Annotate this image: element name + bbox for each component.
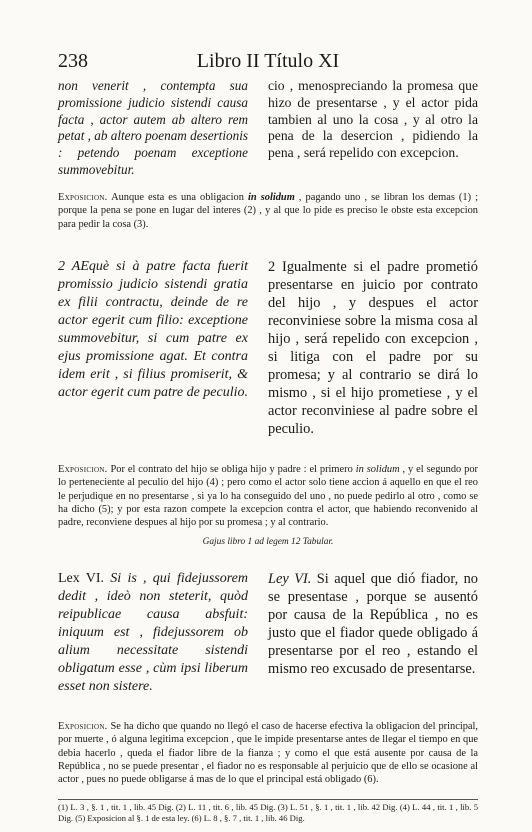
page-number: 238 [58, 50, 88, 72]
lex-label: Lex VI. [58, 570, 105, 586]
exposicion-2: Exposicion. Por el contrato del hijo se obliga hijo y padre : el primero in solidum , y el segundo por lo perteneciente al peculio del hijo (4) ; pero como el actor solo tiene accion á aquello en que el reo le perjudique en no presentarse , si ya lo ha conseguido del uno , no puede pedirlo al otro , como se ha dicho (5); y por esta razon compete la excepcion contra el actor, que habiendo reconvenido al padre, reconviene despues al hijo por su promesa ; y al contrario. [58, 463, 478, 529]
spanish-text-2: 2 Igualmente si el padre prometió presentarse en juicio por contrato del hijo , y despues el actor reconviniese sobre la misma cosa al hijo , será repelido con excepcion , si litiga con el padre por su promesa; y al contrario se dirá lo mismo , si el hijo prometiese , y el actor reconviniese al padre sobre el peculio. [268, 259, 478, 438]
exposicion-1: Exposicion. Aunque esta es una obligacion in solidum , pagando uno , se libran los demas (1) ; porque la pena se pone en lugar del interes (2) , y al que lo pide es preciso le obste esta excepcion para pedir la cosa (3). [58, 191, 478, 230]
latin-text-1: non venerit , contempta sua promissione judicio sistendi causa facta , actor autem ab altero rem petat , ab altero poenam desertionis : petendo poenam exceptione summovebitur. [58, 78, 248, 177]
exposicion-label: Exposicion. [58, 191, 108, 203]
latin-text-3: Lex VI. Si is , qui fidejussorem dedit , ideò non steterit, quòd reipublicae causa absfuit: iniquum est , fidejussorem ob alium necessitate sistendi obligatum esse , cùm ipsi liberum esset non sistere. [58, 570, 248, 694]
exposicion-label: Exposicion. [58, 720, 108, 732]
spanish-text-1: cio , menospreciando la promesa que hizo de presentarse , y el actor pida tambien al uno la cosa , y al otro la pena de la desercion , pidiendo la pena , será repelido con excepcion. [268, 78, 478, 161]
ley-label: Ley VI. [268, 571, 312, 588]
latin-text-2: 2 AEquè si à patre facta fuerit promissio judicio sistendi gratia ex filii contractu, deinde de re actor egerit cum filio: exceptione summovebitur, si cum patre ex ejus promissione agat. Et contra idem erit , si filius promiserit, & actor egerit cum patre de peculio. [58, 259, 248, 400]
spanish-text-3: Ley VI. Si aquel que dió fiador, no se presentase , porque se ausentó por causa de la República , no es justo que el fiador quede obligado á presentarse por el reo , estando el mismo reo excusado de presentarse. [268, 571, 478, 678]
footnotes: (1) L. 3 , §. 1 , tit. 1 , lib. 45 Dig. (2) L. 11 , tit. 6 , lib. 45 Dig. (3) L. 51 , §. 1 , tit. 1 , lib. 42 Dig. (4) L. 44 , tit. 1 , lib. 5 Dig. (5) Exposicion al §. 1 de esta ley. (6) L. 8 , §. 7 , tit. 1 , lib. 46 Dig. [58, 801, 478, 823]
exposicion-label: Exposicion. [58, 463, 108, 475]
book-page [58, 50, 478, 832]
page-header [58, 50, 478, 76]
paragraph-block-2 [58, 244, 478, 453]
page-title: Libro II Título XI [196, 50, 340, 72]
paragraph-block-1 [58, 78, 478, 179]
paragraph-block-3 [58, 556, 478, 710]
exposicion-3: Exposicion. Se ha dicho que quando no llegó el caso de hacerse efectiva la obligacion del principal, por muerte , ó alguna legitima excepcion , que le impide presentarse antes de llegar el tiempo en que debia hacerlo , queda el fiador libre de la fianza ; y como el que está ausente por causa de la República , no se puede presentar , el fiador no es responsable al perjuicio que de ello se ocasione al actor , pues no puede obligarse á mas de lo que el principal está obligado (6). [58, 720, 478, 786]
source-citation: Gajus libro 1 ad legem 12 Tabular. [202, 536, 334, 547]
